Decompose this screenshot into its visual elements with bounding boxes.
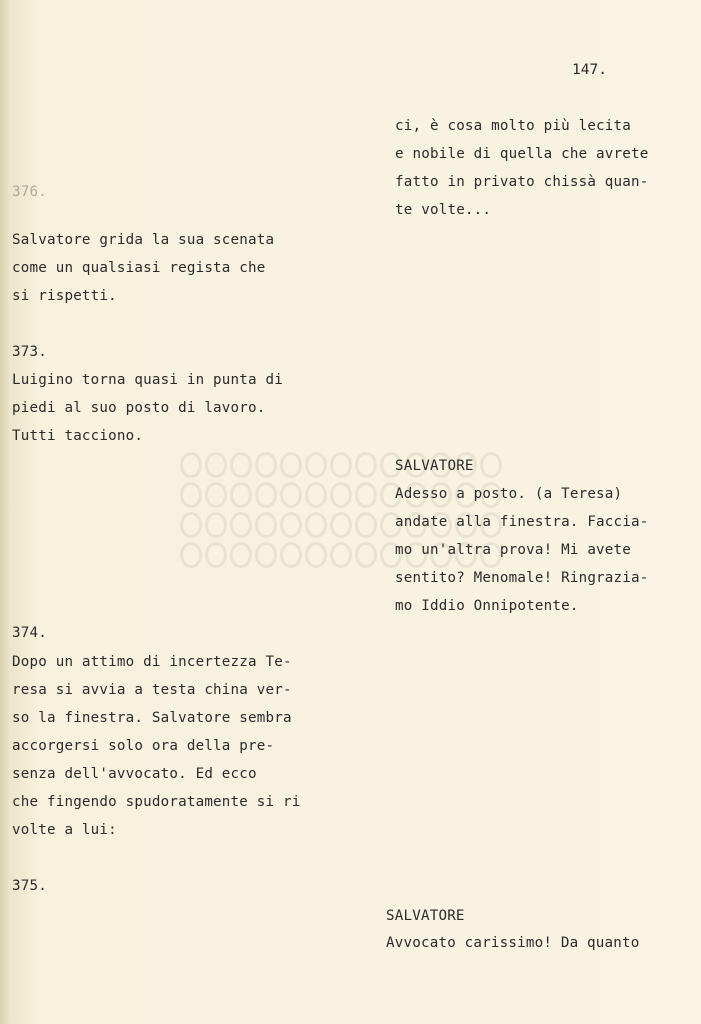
text-line: come un qualsiasi regista che [12, 260, 266, 276]
text-line: Dopo un attimo di incertezza Te- [12, 654, 292, 670]
text-line: ci, è cosa molto più lecita [395, 118, 632, 134]
text-line: Salvatore grida la sua scenata [12, 232, 275, 248]
text-line: so la finestra. Salvatore sembra [12, 710, 292, 726]
scene-number-373: 373. [12, 344, 47, 360]
text-line: volte a lui: [12, 822, 117, 838]
text-line: resa si avvia a testa china ver- [12, 682, 292, 698]
speaker-name: SALVATORE [395, 458, 474, 474]
text-line: te volte... [395, 202, 492, 218]
text-line: si rispetti. [12, 288, 117, 304]
text-line: fatto in privato chissà quan- [395, 174, 649, 190]
dialogue-line: Avvocato carissimo! Da quanto [386, 935, 640, 951]
scene-number-376: 376. [12, 184, 47, 200]
scene-number-375: 375. [12, 878, 47, 894]
dialogue-line: Adesso a posto. (a Teresa) [395, 486, 623, 502]
dialogue-line: mo Iddio Onnipotente. [395, 598, 579, 614]
text-line: piedi al suo posto di lavoro. [12, 400, 266, 416]
speaker-name: SALVATORE [386, 908, 465, 924]
text-line: Luigino torna quasi in punta di [12, 372, 283, 388]
text-line: accorgersi solo ora della pre- [12, 738, 275, 754]
dialogue-line: mo un'altra prova! Mi avete [395, 542, 632, 558]
scene-number-374: 374. [12, 625, 47, 641]
dialogue-line: sentito? Menomale! Ringrazia- [395, 570, 649, 586]
text-line: e nobile di quella che avrete [395, 146, 649, 162]
text-line: che fingendo spudoratamente si ri [12, 794, 301, 810]
dialogue-line: andate alla finestra. Faccia- [395, 514, 649, 530]
text-line: Tutti tacciono. [12, 428, 144, 444]
page-number: 147. [572, 62, 607, 78]
text-line: senza dell'avvocato. Ed ecco [12, 766, 257, 782]
